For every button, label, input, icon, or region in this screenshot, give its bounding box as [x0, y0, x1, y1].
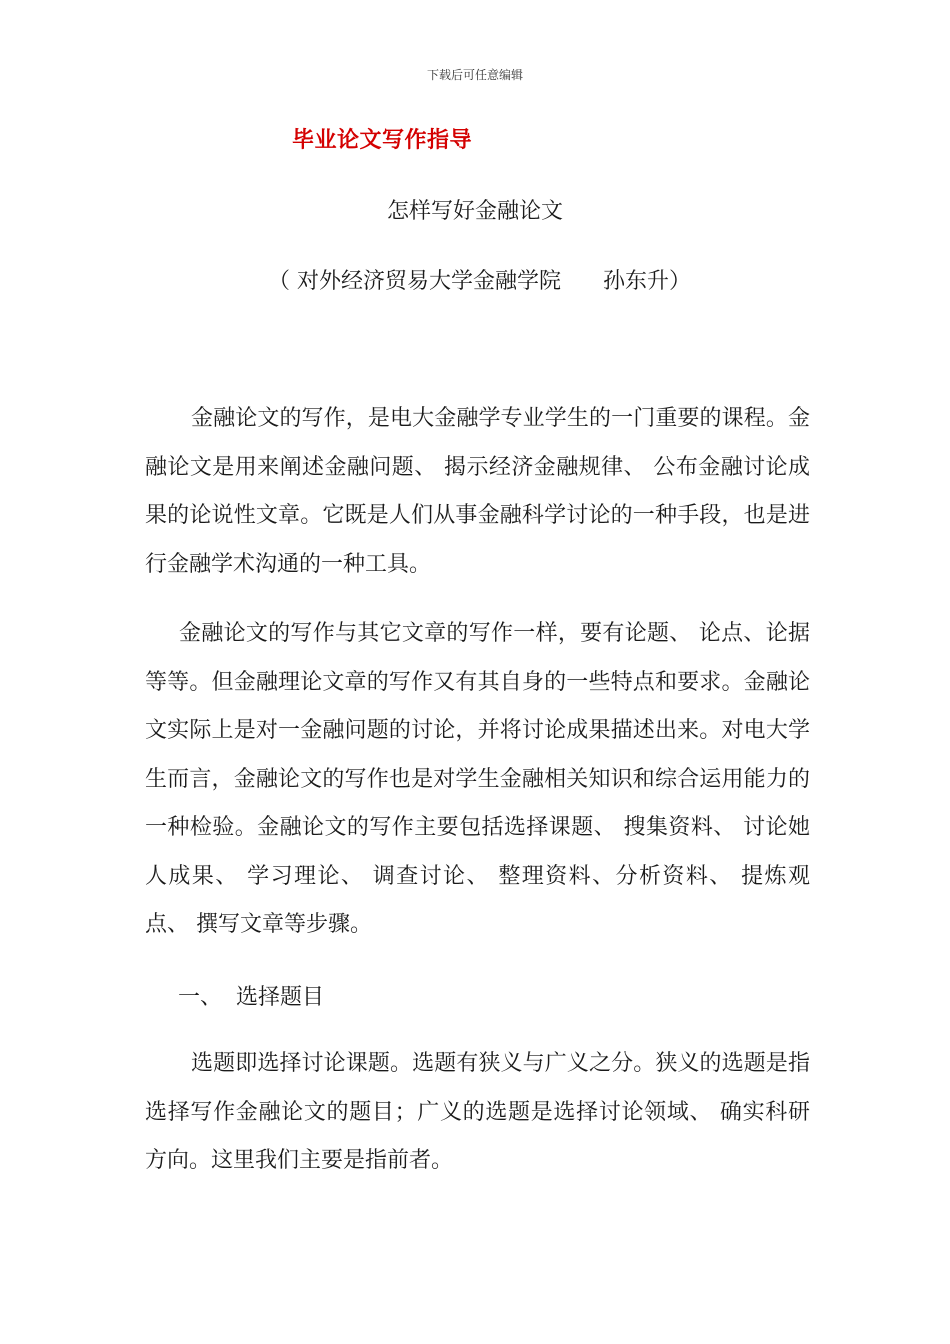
body-paragraph: 金融论文的写作与其它文章的写作一样，要有论题、 论点、论据等等。但金融理论文章的写作又有其自身的一些特点和要求。金融论文实际上是对一金融问题的讨论，并将讨论成果描述出来。对电大学生而言，金融论文的写作也是对学生金融相关知识和综合运用能力的一种检验。金融论文的写作主要包括选择课题、 搜集资料、 讨论她人成果、 学习理论、 调查讨论、 整理资料、分析资料、 提炼观点、 撰写文章等步骤。: [145, 621, 810, 937]
header-note: 下载后可任意编辑: [426, 68, 523, 82]
section-heading: 一、 选择题目: [178, 985, 324, 1010]
document-subtitle: 怎样写好金融论文: [386, 199, 563, 224]
author-affiliation: （ 对外经济贸易大学金融学院 孙东升）: [268, 269, 691, 294]
document-title: 毕业论文写作指导: [292, 127, 473, 153]
body-paragraph: 金融论文的写作，是电大金融学专业学生的一门重要的课程。金融论文是用来阐述金融问题、 揭示经济金融规律、 公布金融讨论成果的论说性文章。它既是人们从事金融科学讨论的一种手段，也是进行金融学术沟通的一种工具。: [145, 406, 810, 577]
section-paragraph: 选题即选择讨论课题。选题有狭义与广义之分。狭义的选题是指选择写作金融论文的题目；广义的选题是选择讨论领域、 确实科研方向。这里我们主要是指前者。: [145, 1051, 810, 1173]
